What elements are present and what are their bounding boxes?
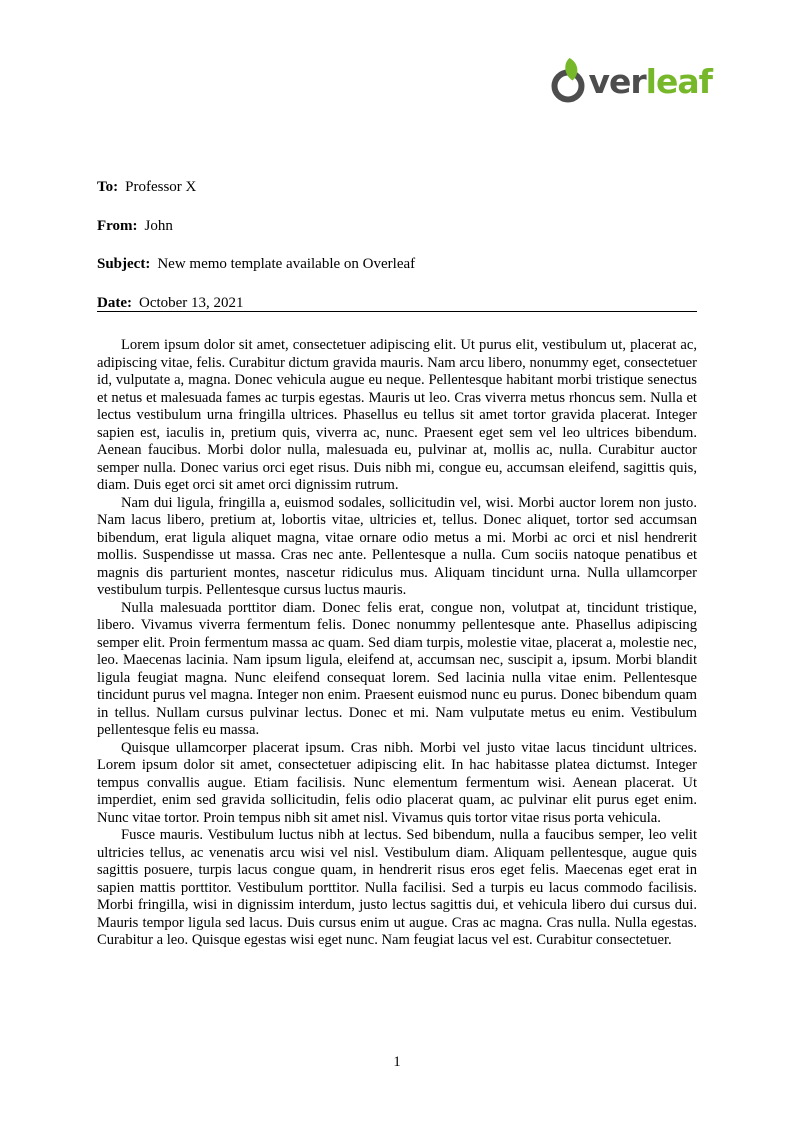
page-number: 1 xyxy=(393,1054,401,1070)
logo-text-gray: ver xyxy=(588,61,646,101)
body-paragraph: Nulla malesuada porttitor diam. Donec felis erat, congue non, volutpat at, tincidunt tristique, libero. Vivamus viverra fermentum felis. Donec nonummy pellentesque ante. Phasellus adipiscing semper elit. Proin fermentum massa ac quam. Sed diam turpis, molestie vitae, placerat a, molestie nec, leo. Maecenas lacinia. Nam ipsum ligula, eleifend at, accumsan nec, suscipit a, ipsum. Morbi blandit ligula feugiat magna. Nunc eleifend consequat lorem. Sed lacinia nulla vitae enim. Pellentesque tincidunt purus vel magna. Integer non enim. Praesent euismod nunc eu purus. Donec bibendum quam in tellus. Nullam cursus pulvinar lectus. Donec et mi. Nam vulputate metus eu enim. Vestibulum pellentesque felis eu massa. xyxy=(97,599,697,738)
body-paragraph: Fusce mauris. Vestibulum luctus nibh at lectus. Sed bibendum, nulla a faucibus semper, leo velit ultricies tellus, ac venenatis arcu wisi vel nisl. Vestibulum diam. Aliquam pellentesque, augue quis sagittis posuere, turpis lacus congue quam, in hendrerit risus eros eget felis. Maecenas eget erat in sapien mattis porttitor. Vestibulum porttitor. Nulla facilisi. Sed a turpis eu lacus commodo facilisis. Morbi fringilla, wisi in dignissim interdum, justo lectus sagittis dui, et vehicula libero dui cursus dui. Mauris tempor ligula sed lacus. Duis cursus enim ut augue. Cras ac magna. Cras nulla. Nulla egestas. Curabitur a leo. Quisque egestas wisi eget nunc. Nam feugiat lacus vel est. Curabitur consectetuer. xyxy=(97,827,697,948)
memo-field-subject xyxy=(97,256,697,273)
memo-field-label: Subject: xyxy=(97,256,151,272)
memo-field-label: To: xyxy=(97,179,119,195)
overleaf-logo xyxy=(548,58,713,104)
memo-field-value: October 13, 2021 xyxy=(138,294,244,311)
body-paragraph: Lorem ipsum dolor sit amet, consectetuer adipiscing elit. Ut purus elit, vestibulum ut, placerat ac, adipiscing vitae, felis. Curabitur dictum gravida mauris. Nam arcu libero, nonummy eget, consectetuer id, vulputate a, magna. Donec vehicula augue eu neque. Pellentesque habitant morbi tristique senectus et netus et malesuada fames ac turpis egestas. Mauris ut leo. Cras viverra metus rhoncus sem. Nulla et lectus vestibulum urna fringilla ultrices. Phasellus eu tellus sit amet tortor gravida placerat. Integer sapien est, iaculis in, pretium quis, viverra ac, nunc. Praesent eget sem vel leo ultrices bibendum. Aenean faucibus. Morbi dolor nulla, malesuada eu, pulvinar at, mollis ac, nulla. Curabitur auctor semper nulla. Donec varius orci eget risus. Duis nibh mi, congue eu, accumsan eleifend, sagittis quis, diam. Duis eget orci sit amet orci dignissim rutrum. xyxy=(97,337,697,493)
memo-field-to xyxy=(97,179,697,196)
memo-field-date xyxy=(97,295,697,312)
memo-field-value: New memo template available on Overleaf xyxy=(157,256,416,272)
header-divider-rule xyxy=(97,311,697,312)
memo-header xyxy=(97,179,697,333)
memo-field-label: From: xyxy=(97,217,138,234)
memo-field-label: Date: xyxy=(97,294,132,311)
memo-field-from xyxy=(97,218,697,235)
logo-text-green: leaf xyxy=(645,61,712,101)
memo-field-value: Professor X xyxy=(125,179,197,195)
memo-field-value: John xyxy=(144,217,173,234)
memo-body xyxy=(97,337,697,950)
body-paragraph: Nam dui ligula, fringilla a, euismod sodales, sollicitudin vel, wisi. Morbi auctor lorem non justo. Nam lacus libero, pretium at, lobortis vitae, ultricies et, tellus. Donec aliquet, tortor sed accumsan bibendum, erat ligula aliquet magna, vitae ornare odio metus a mi. Morbi ac orci et nisl hendrerit mollis. Suspendisse ut massa. Cras nec ante. Pellentesque a nulla. Cum sociis natoque penatibus et magnis dis parturient montes, nascetur ridiculus mus. Aliquam tincidunt urna. Nulla ullamcorper vestibulum turpis. Pellentesque cursus luctus mauris. xyxy=(97,494,697,598)
body-paragraph: Quisque ullamcorper placerat ipsum. Cras nibh. Morbi vel justo vitae lacus tincidunt ultrices. Lorem ipsum dolor sit amet, consectetuer adipiscing elit. In hac habitasse platea dictumst. Integer tempus convallis augue. Etiam facilisis. Nunc elementum fermentum wisi. Aenean placerat. Ut imperdiet, enim sed gravida sollicitudin, felis odio placerat quam, ac pulvinar elit purus eget enim. Nunc vitae tortor. Proin tempus nibh sit amet nisl. Vivamus quis tortor vitae risus porta vehicula. xyxy=(97,739,697,826)
overleaf-o-icon xyxy=(548,58,588,104)
